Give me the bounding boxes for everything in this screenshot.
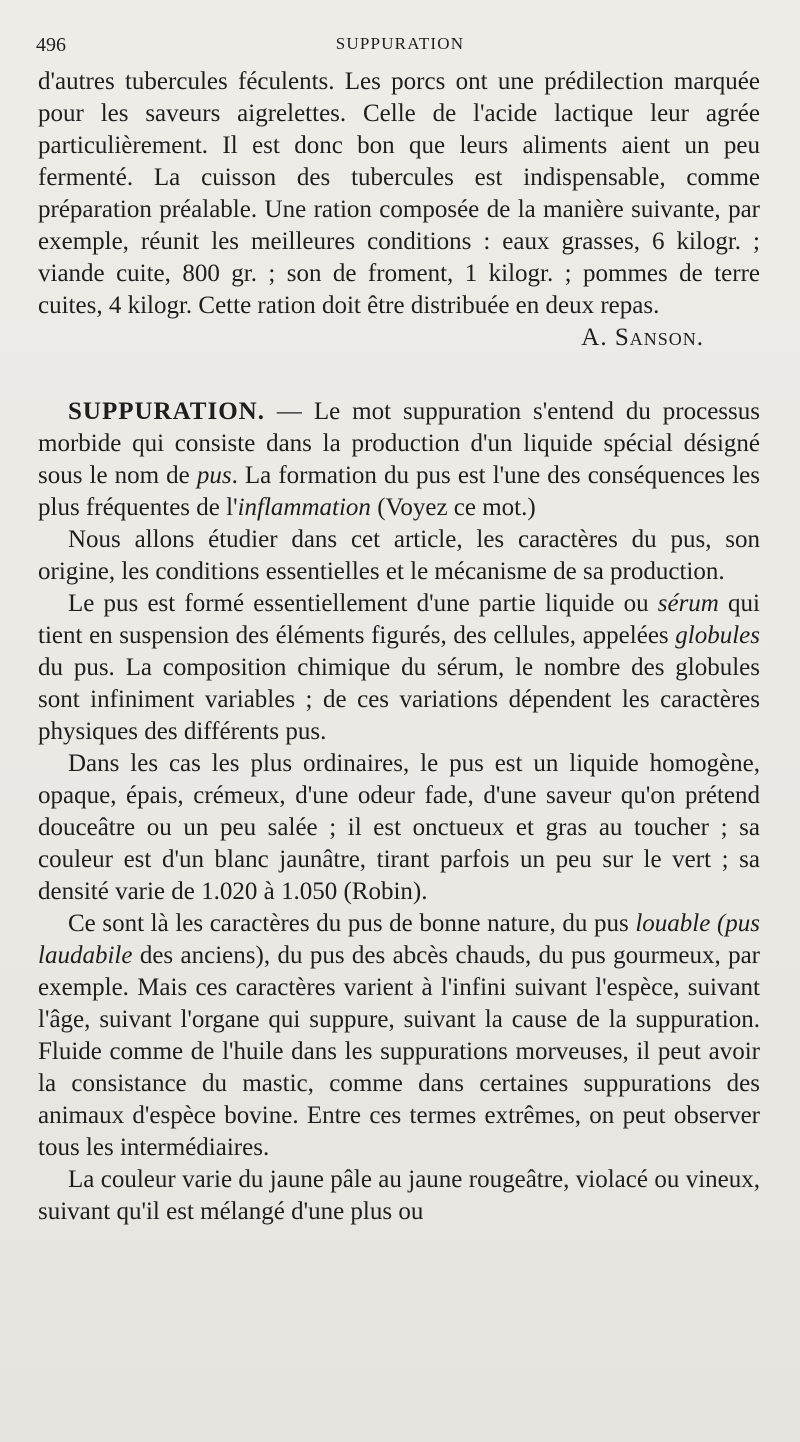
p3-text-b: qui tient en suspension des éléments figurés, des cellules, appelées: [38, 590, 760, 649]
p3-term-serum: sérum: [657, 590, 719, 617]
running-head: SUPPURATION: [335, 34, 465, 53]
article-paragraph-3: [38, 588, 760, 748]
page-number: 496: [36, 34, 66, 56]
author-signature: A. Sanson.: [581, 324, 704, 351]
article-paragraph-1: [38, 396, 760, 524]
p3-term-globules: globules: [675, 622, 760, 649]
p5-text-b: des anciens), du pus des abcès chauds, du pus gourmeux, par exemple. Mais ces caractères varient à l'infini suivant l'espèce, suivant l'âge, suivant l'organe qui suppure, suivant la cause de la suppuration. Fluide comme de l'huile dans les suppurations morveuses, il peut avoir la consistance du mastic, comme dans certaines suppurations des animaux d'espèce bovine. Entre ces termes extrêmes, on peut observer tous les intermédiaires.: [38, 942, 760, 1161]
page-body: [38, 66, 760, 1228]
p5-term-louable: louable (pus laudabile: [38, 910, 760, 969]
p1-term-pus: pus: [196, 462, 232, 489]
p1-text-c: (Voyez ce mot.): [370, 494, 536, 521]
p3-text-a: Le pus est formé essentiellement d'une partie liquide ou: [68, 590, 658, 617]
article-paragraph-5: [38, 908, 760, 1164]
article-paragraph-4: Dans les cas les plus ordinaires, le pus est un liquide homogène, opaque, épais, crémeux, d'une odeur fade, d'une saveur qu'on prétend douceâtre ou un peu salée ; il est onctueux et gras au toucher ; sa couleur est d'un blanc jaunâtre, tirant parfois un peu sur le vert ; sa densité varie de 1.020 à 1.050 (Robin).: [38, 750, 760, 905]
article-headword: SUPPURATION.: [68, 398, 265, 425]
p1-term-inflammation: inflammation: [237, 494, 371, 521]
p3-text-c: du pus. La composition chimique du sérum, le nombre des globules sont infiniment variables ; de ces variations dépendent les caractères physiques des différents pus.: [38, 654, 760, 745]
p1-text-b: . La formation du pus est l'une des conséquences les plus fréquentes de l': [38, 462, 760, 521]
p1-text-a: — Le mot suppuration s'entend du processus morbide qui consiste dans la production d'un liquide spécial désigné sous le nom de: [38, 398, 760, 489]
article-paragraph-6: La couleur varie du jaune pâle au jaune rougeâtre, violacé ou vineux, suivant qu'il est mélangé d'une plus ou: [38, 1166, 760, 1225]
previous-article-text: d'autres tubercules féculents. Les porcs ont une prédilection marquée pour les saveurs aigrelettes. Celle de l'acide lactique leur agrée particulièrement. Il est donc bon que leurs aliments aient un peu fermenté. La cuisson des tubercules est indispensable, comme préparation préalable. Une ration composée de la manière suivante, par exemple, réunit les meilleures conditions : eaux grasses, 6 kilogr. ; viande cuite, 800 gr. ; son de froment, 1 kilogr. ; pommes de terre cuites, 4 kilogr. Cette ration doit être distribuée en deux repas.: [38, 68, 760, 319]
article-separator: [38, 354, 760, 396]
p5-text-a: Ce sont là les caractères du pus de bonne nature, du pus: [68, 910, 636, 937]
article-paragraph-2: Nous allons étudier dans cet article, les caractères du pus, son origine, les conditions essentielles et le mécanisme de sa production.: [38, 526, 760, 585]
